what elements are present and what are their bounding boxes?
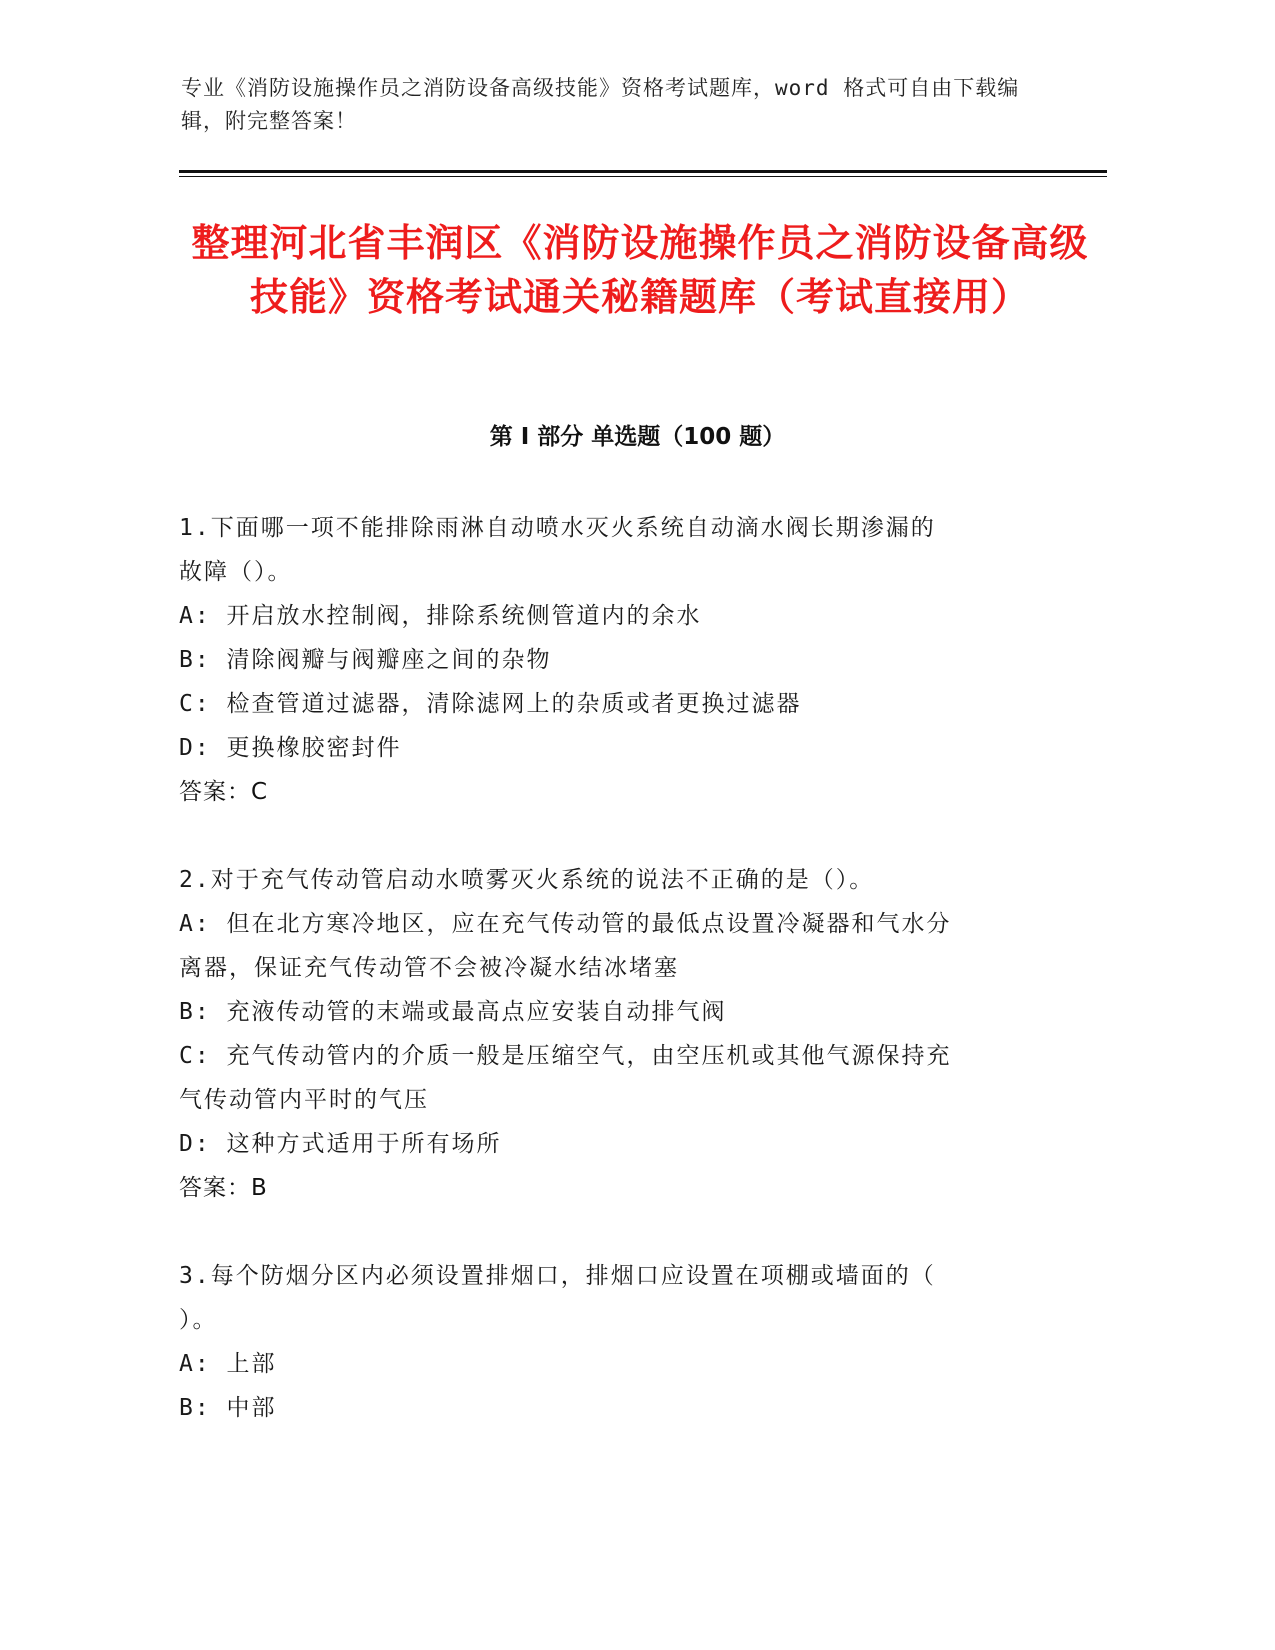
question-3 xyxy=(179,1254,1039,1430)
question-1-stem-line-2: 故障（）。 xyxy=(179,559,293,585)
question-1 xyxy=(179,506,1039,814)
question-3-stem-line-2: ）。 xyxy=(179,1307,218,1333)
question-2-option-d: D: 这种方式适用于所有场所 xyxy=(179,1131,502,1157)
question-2-stem-line-1: 2.对于充气传动管启动水喷雾灭火系统的说法不正确的是（）。 xyxy=(179,867,875,893)
question-1-option-a: A: 开启放水控制阀，排除系统侧管道内的余水 xyxy=(179,603,702,629)
document-title: 整理河北省丰润区《消防设施操作员之消防设备高级技能》资格考试通关秘籍题库（考试直接用） xyxy=(191,221,1089,319)
question-list xyxy=(179,506,1039,1474)
question-2 xyxy=(179,858,1039,1210)
question-1-option-b: B: 清除阀瓣与阀瓣座之间的杂物 xyxy=(179,647,552,673)
question-2-option-c-line-2: 气传动管内平时的气压 xyxy=(179,1087,429,1113)
question-1-answer: 答案：C xyxy=(179,779,269,805)
question-1-option-c: C: 检查管道过滤器，清除滤网上的杂质或者更换过滤器 xyxy=(179,691,802,717)
header-divider-thick xyxy=(179,170,1107,173)
question-3-option-a: A: 上部 xyxy=(179,1351,277,1377)
question-2-answer: 答案：B xyxy=(179,1175,268,1201)
question-3-stem-line-1: 3.每个防烟分区内必须设置排烟口，排烟口应设置在项棚或墙面的（ xyxy=(179,1263,936,1289)
question-2-option-b: B: 充液传动管的末端或最高点应安装自动排气阀 xyxy=(179,999,727,1025)
question-1-stem-line-1: 1.下面哪一项不能排除雨淋自动喷水灭火系统自动滴水阀长期渗漏的 xyxy=(179,515,936,541)
question-3-option-b: B: 中部 xyxy=(179,1395,277,1421)
section-heading: 第 I 部分 单选题（100 题） xyxy=(489,424,786,450)
question-2-option-c-line-1: C: 充气传动管内的介质一般是压缩空气，由空压机或其他气源保持充 xyxy=(179,1043,952,1069)
header-note: 专业《消防设施操作员之消防设备高级技能》资格考试题库，word 格式可自由下载编辑，附完整答案！ xyxy=(181,76,1020,133)
header-divider-thin xyxy=(179,176,1107,177)
question-2-option-a-line-1: A: 但在北方寒冷地区，应在充气传动管的最低点设置冷凝器和气水分 xyxy=(179,911,952,937)
question-2-option-a-line-2: 离器，保证充气传动管不会被冷凝水结冰堵塞 xyxy=(179,955,679,981)
question-1-option-d: D: 更换橡胶密封件 xyxy=(179,735,402,761)
